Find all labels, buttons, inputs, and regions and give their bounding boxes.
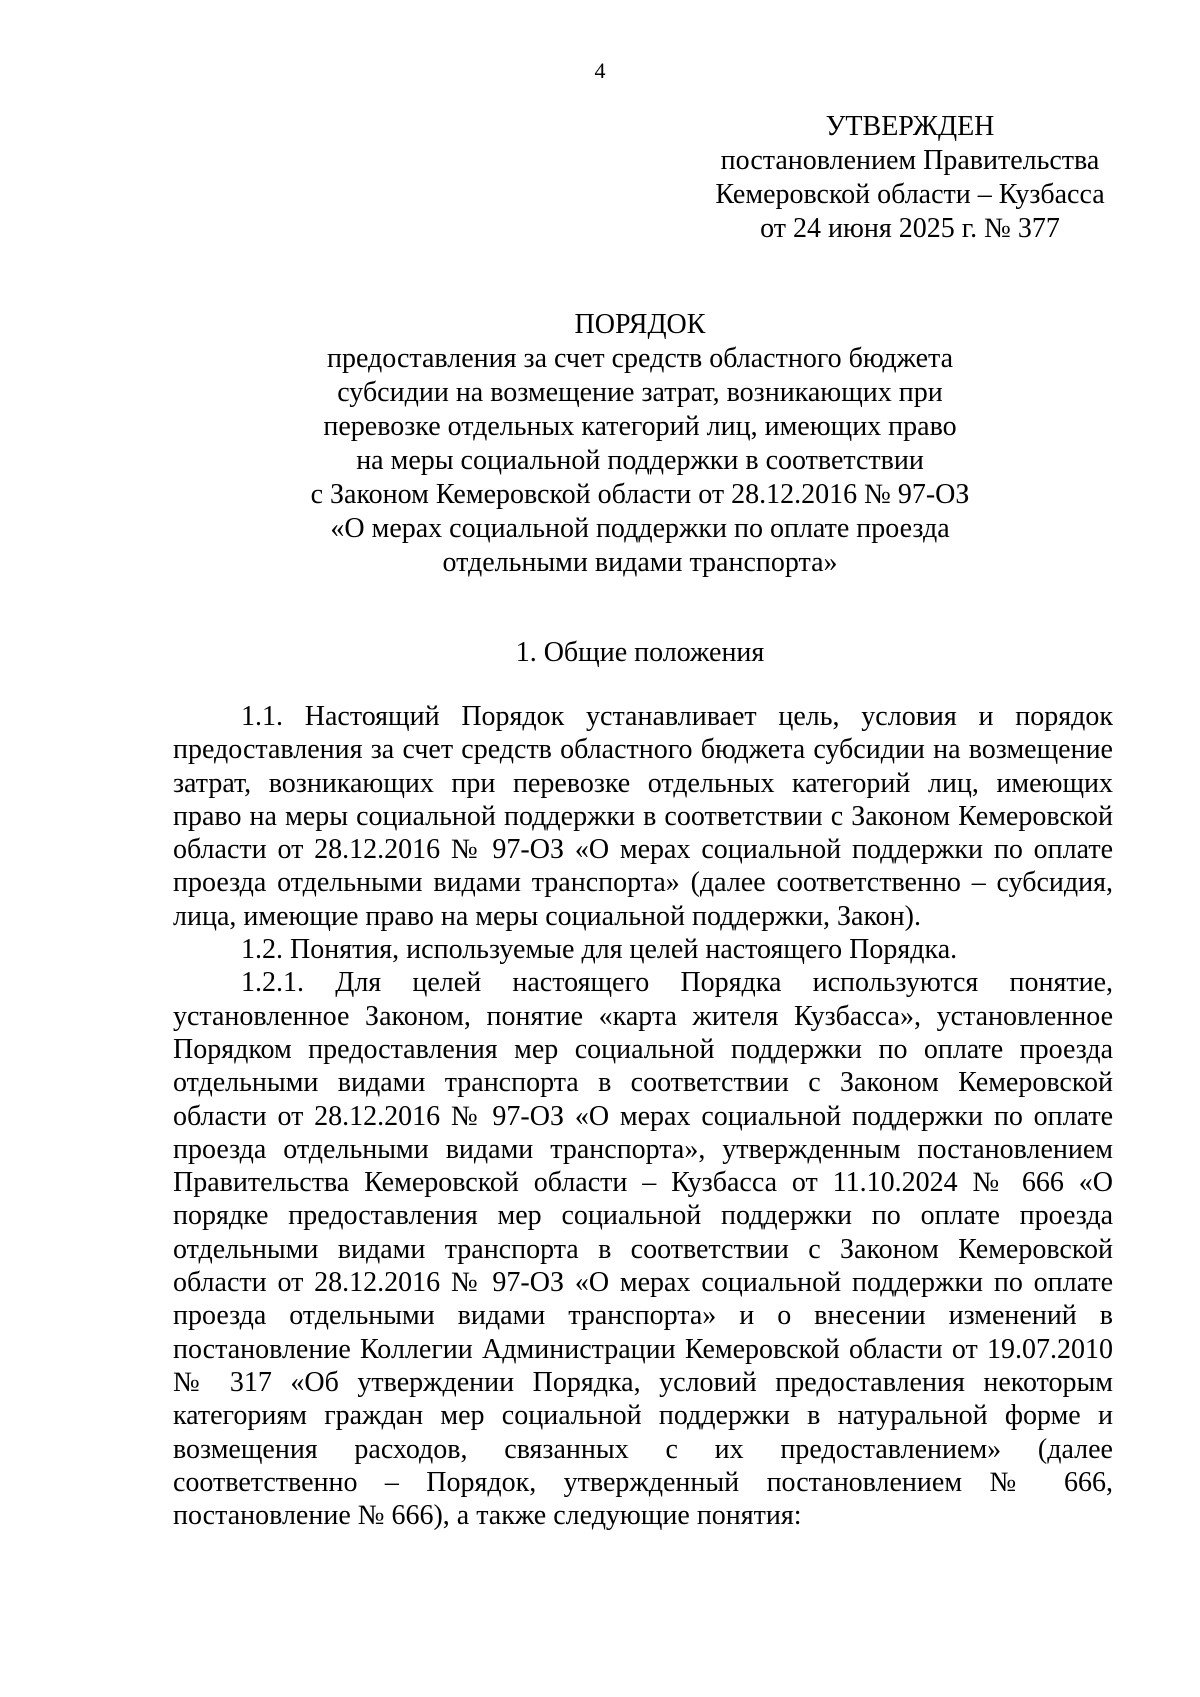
document-title xyxy=(170,308,1110,580)
paragraph: 1.2. Понятия, используемые для целей настоящего Порядка. xyxy=(241,934,958,966)
approval-line-4: от 24 июня 2025 г. № 377 xyxy=(760,213,1060,244)
paragraph: 1.2.1. Для целей настоящего Порядка используются понятие, установленное Законом, понятие «карта жителя Кузбасса», установленное Порядком предоставления мер социальной поддержки по оплате проезда отдельными видами транспорта в соответствии с Законом Кемеровской области от 28.12.2016 № 97-ОЗ «О мерах социальной поддержки по оплате проезда отдельными видами транспорта», утвержденным постановлением Правительства Кемеровской области – Кузбасса от 11.10.2024 № 666 «О порядке предоставления мер социальной поддержки по оплате проезда отдельными видами транспорта в соответствии с Законом Кемеровской области от 28.12.2016 № 97-ОЗ «О мерах социальной поддержки по оплате проезда отдельными видами транспорта» и о внесении изменений в постановление Коллегии Администрации Кемеровской области от 19.07.2010 № 317 «Об утверждении Порядка, условий предоставления некоторым категориям граждан мер социальной поддержки в натуральной форме и возмещения расходов, связанных с их предоставлением» (далее соответственно – Порядок, утвержденный постановлением № 666, постановление № 666), а также следующие понятия: xyxy=(173,967,1113,1532)
title-line: перевозке отдельных категорий лиц, имеющих право xyxy=(323,411,957,442)
title-line: субсидии на возмещение затрат, возникающих при xyxy=(337,377,943,408)
title-heading: ПОРЯДОК xyxy=(574,309,706,340)
approval-line-2: постановлением Правительства xyxy=(720,145,1100,176)
approval-stamp-block xyxy=(690,110,1130,246)
title-line: на меры социальной поддержки в соответствии xyxy=(356,445,924,476)
approval-line-1: УТВЕРЖДЕН xyxy=(825,111,995,142)
title-line: предоставления за счет средств областного бюджета xyxy=(326,343,954,374)
approval-line-3: Кемеровской области – Кузбасса xyxy=(715,179,1105,210)
title-line: отдельными видами транспорта» xyxy=(442,547,838,578)
title-line: с Законом Кемеровской области от 28.12.2016 № 97-ОЗ xyxy=(310,479,970,510)
page-number: 4 xyxy=(594,58,606,83)
section-heading: 1. Общие положения xyxy=(515,637,765,668)
section-body xyxy=(173,700,1113,1532)
paragraph: 1.1. Настоящий Порядок устанавливает цель, условия и порядок предоставления за счет средств областного бюджета субсидии на возмещение затрат, возникающих при перевозке отдельных категорий лиц, имеющих право на меры социальной поддержки в соответствии с Законом Кемеровской области от 28.12.2016 № 97-ОЗ «О мерах социальной поддержки по оплате проезда отдельными видами транспорта» (далее соответственно – субсидия, лица, имеющие право на меры социальной поддержки, Закон). xyxy=(173,701,1113,932)
title-line: «О мерах социальной поддержки по оплате проезда xyxy=(330,513,950,544)
